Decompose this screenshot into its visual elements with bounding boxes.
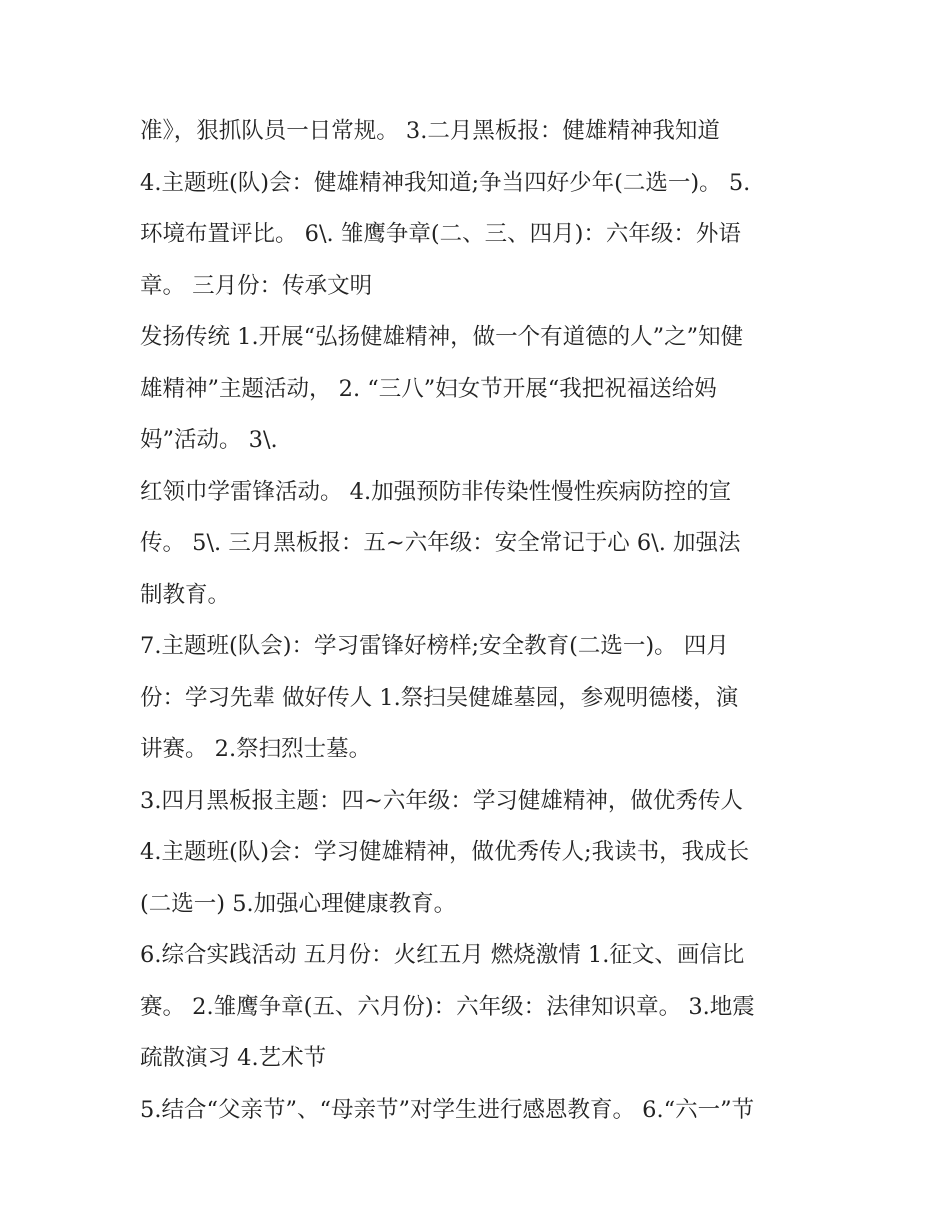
- text-line-6: 雄精神”主题活动， 2. “三八”妇女节开展“我把祝福送给妈: [140, 375, 717, 402]
- text-line-11: 7.主题班(队会)：学习雷锋好榜样;安全教育(二选一)。 四月: [140, 633, 729, 659]
- text-line-5: 发扬传统 1.开展“弘扬健雄精神，做一个有道德的人”之”知健: [140, 324, 744, 350]
- text-line-20: 5.结合“父亲节”、“母亲节”对学生进行感恩教育。 6.“六一”节: [140, 1096, 755, 1123]
- text-line-13: 讲赛。 2.祭扫烈士墓。: [140, 736, 372, 762]
- text-line-2: 4.主题班(队)会：健雄精神我知道;争当四好少年(二选一)。 5.: [140, 169, 751, 196]
- text-line-15: 4.主题班(队)会：学习健雄精神，做优秀传人;我读书，我成长: [140, 839, 750, 865]
- text-line-14: 3.四月黑板报主题：四~六年级：学习健雄精神，做优秀传人: [140, 787, 743, 814]
- text-line-1: 准》，狠抓队员一日常规。 3.二月黑板报：健雄精神我知道: [140, 118, 720, 144]
- text-line-7: 妈”活动。 3\.: [140, 427, 278, 453]
- document-body: [140, 106, 820, 1136]
- text-line-9: 传。 5\. 三月黑板报：五~六年级：安全常记于心 6\. 加强法: [140, 530, 741, 556]
- text-line-10: 制教育。: [140, 581, 231, 608]
- text-line-8: 红领巾学雷锋活动。 4.加强预防非传染性慢性疾病防控的宣: [140, 478, 732, 505]
- text-line-12: 份：学习先辈 做好传人 1.祭扫吴健雄墓园，参观明德楼，演: [140, 684, 739, 711]
- text-line-4: 章。 三月份：传承文明: [140, 272, 373, 299]
- text-line-18: 赛。 2.雏鹰争章(五、六月份)：六年级：法律知识章。 3.地震: [140, 993, 755, 1020]
- text-line-3: 环境布置评比。 6\. 雏鹰争章(二、三、四月)：六年级：外语: [140, 221, 741, 247]
- text-line-17: 6.综合实践活动 五月份：火红五月 燃烧激情 1.征文、画信比: [140, 942, 745, 968]
- text-line-19: 疏散演习 4.艺术节: [140, 1045, 327, 1071]
- text-line-16: (二选一) 5.加强心理健康教育。: [140, 890, 457, 917]
